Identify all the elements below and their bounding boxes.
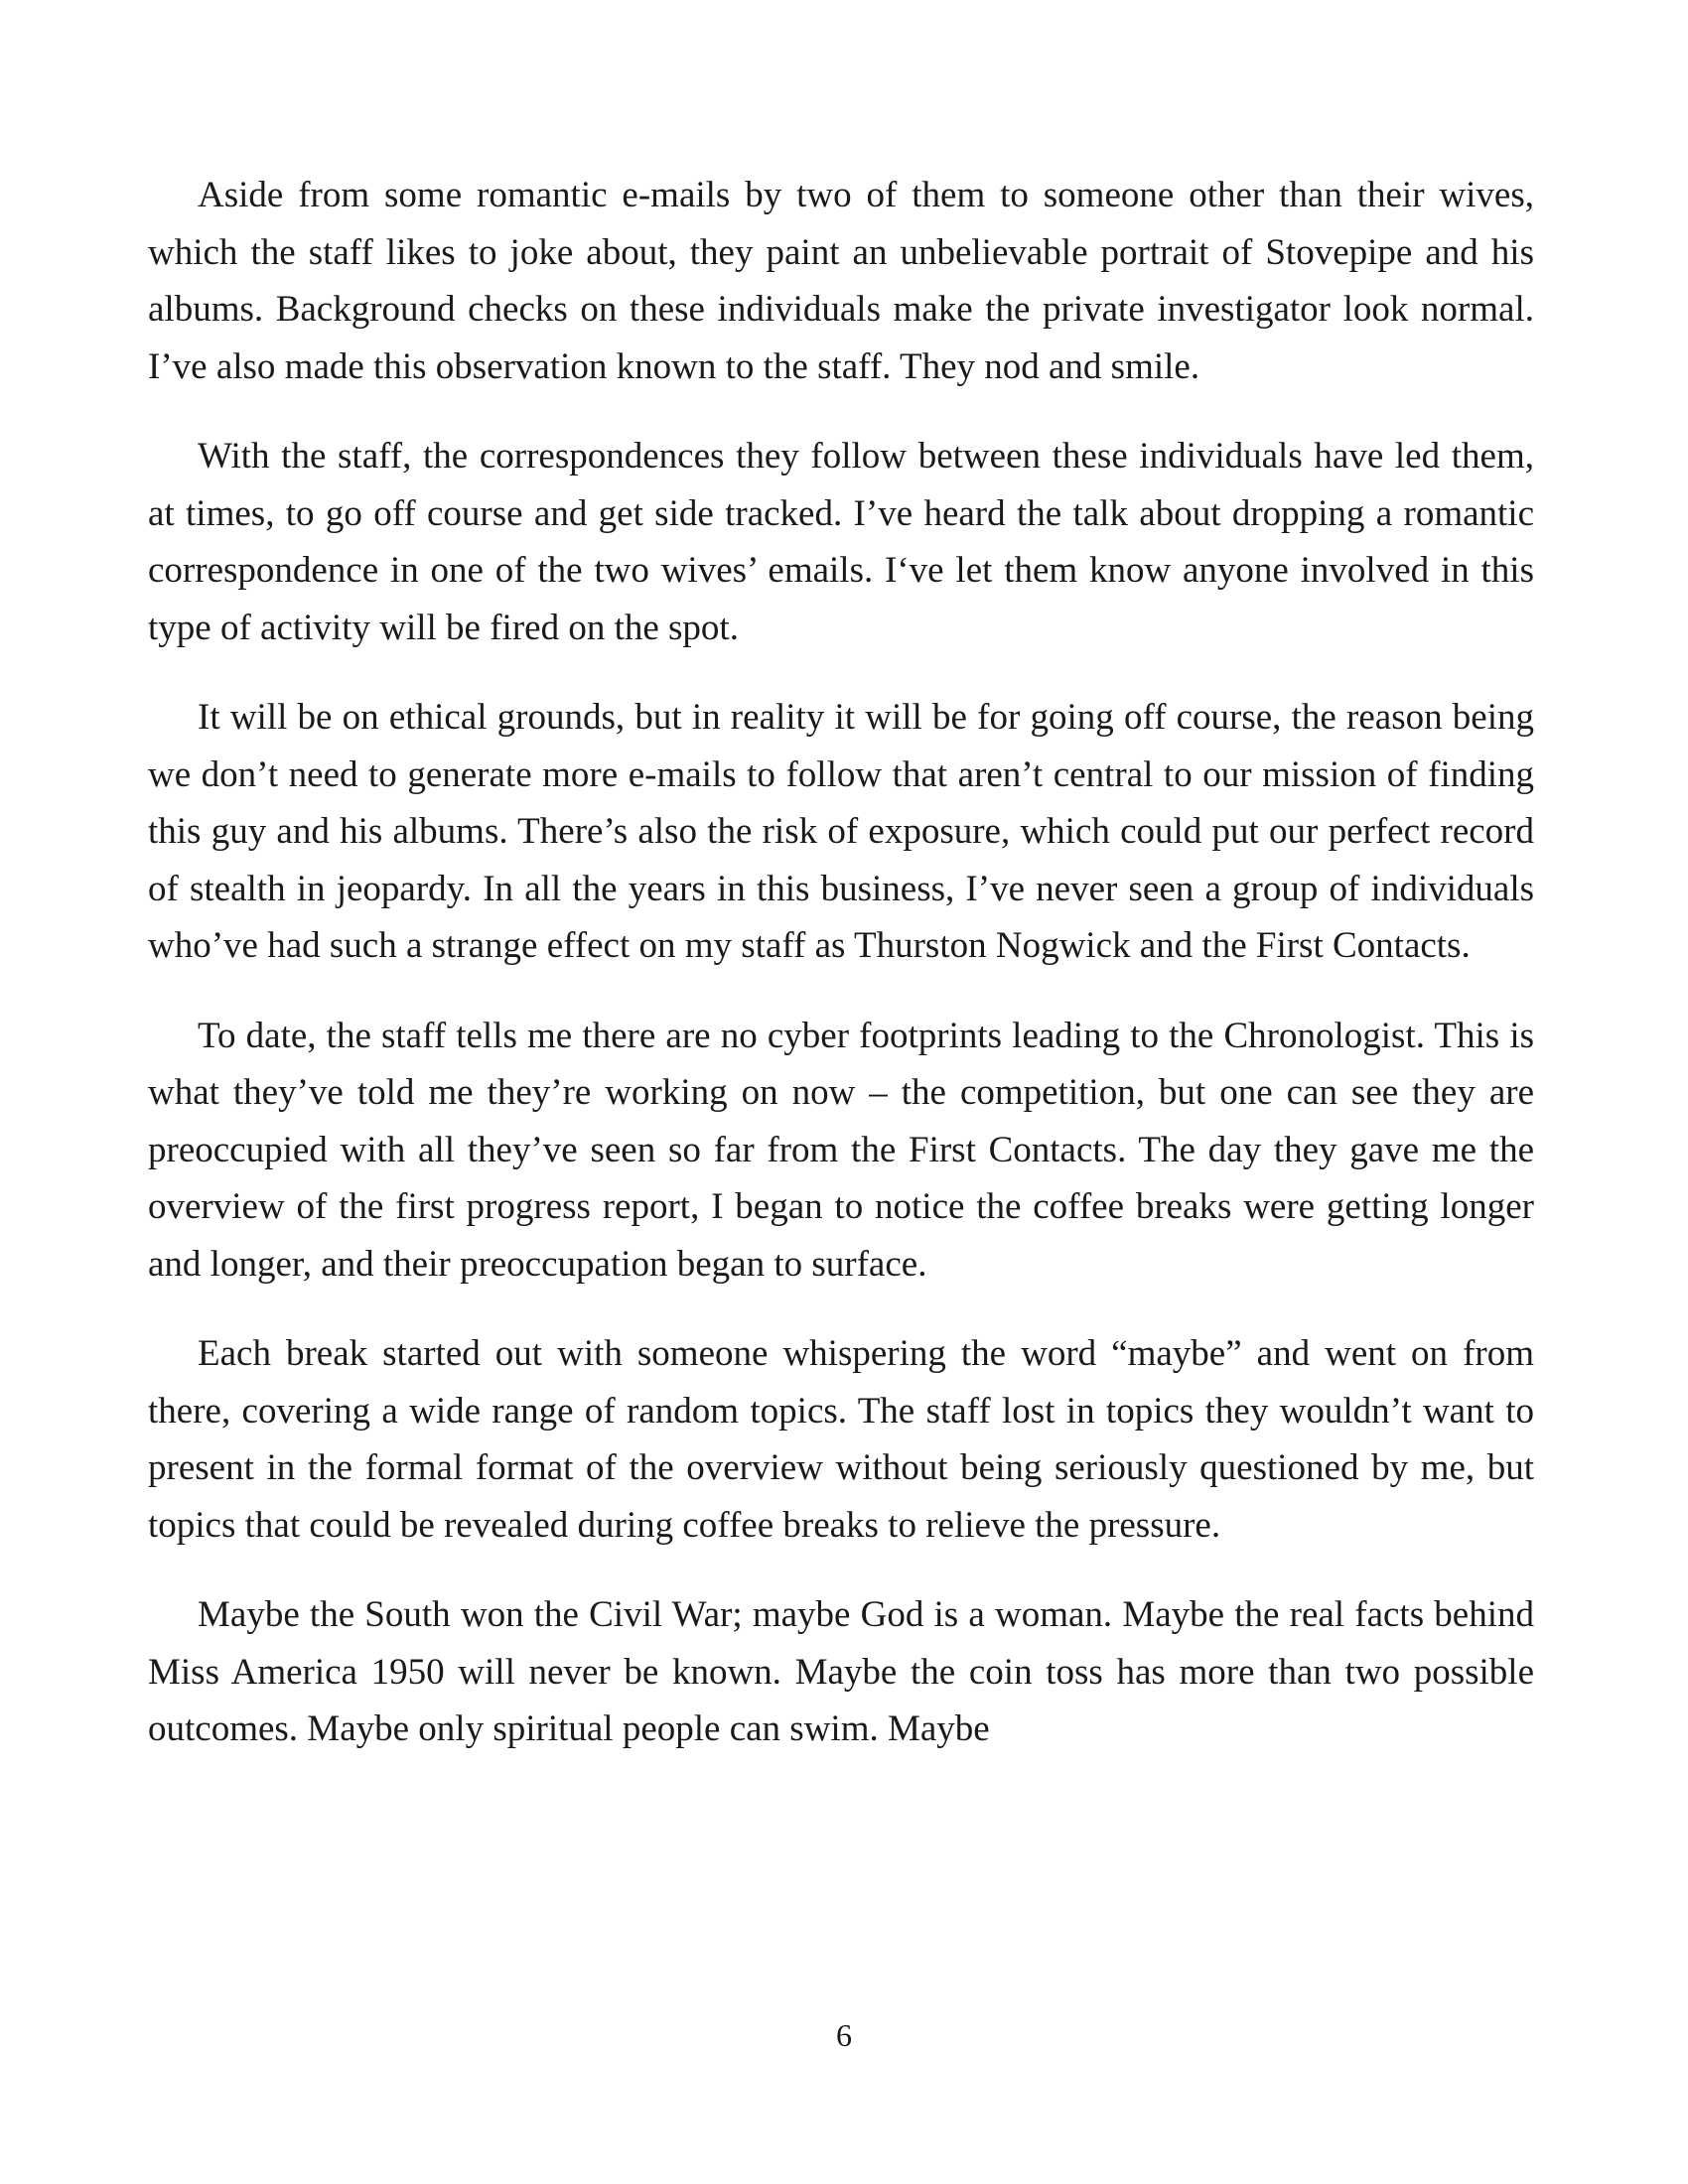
page-number: 6 xyxy=(836,2017,852,2053)
paragraph-3: It will be on ethical grounds, but in reality it will be for going off course, the reason being we don’t need to generate more e-mails to follow that aren’t central to our mission of finding this guy and his albums. There’s also the risk of exposure, which could put our perfect record of stealth in jeopardy. In all the years in this business, I’ve never seen a group of individuals who’ve had such a strange effect on my staff as Thurston Nogwick and the First Contacts. xyxy=(148,697,1534,966)
paragraph-5: Each break started out with someone whispering the word “maybe” and went on from there, covering a wide range of random topics. The staff lost in topics they wouldn’t want to present in the formal format of the overview without being seriously questioned by me, but topics that could be revealed during coffee breaks to relieve the pressure. xyxy=(148,1333,1534,1546)
paragraph-2: With the staff, the correspondences they follow between these individuals have led them, at times, to go off course and get side tracked. I’ve heard the talk about dropping a romantic correspondence in one of the two wives’ emails. I‘ve let them know anyone involved in this type of activity will be fired on the spot. xyxy=(148,436,1534,648)
body-text xyxy=(148,167,1534,1758)
paragraph-1: Aside from some romantic e-mails by two of them to someone other than their wives, which the staff likes to joke about, they paint an unbelievable portrait of Stovepipe and his albums. Background checks on these individuals make the private investigator look normal. I’ve also made this observation known to the staff. They nod and smile. xyxy=(148,175,1534,387)
paragraph-6: Maybe the South won the Civil War; maybe God is a woman. Maybe the real facts behind Miss America 1950 will never be known. Maybe the coin toss has more than two possible outcomes. Maybe only spiritual people can swim. Maybe xyxy=(148,1594,1534,1749)
paragraph-4: To date, the staff tells me there are no cyber footprints leading to the Chronologist. This is what they’ve told me they’re working on now – the competition, but one can see they are preoccupied with all they’ve seen so far from the First Contacts. The day they gave me the overview of the first progress report, I began to notice the coffee breaks were getting longer and longer, and their preoccupation began to surface. xyxy=(148,1015,1534,1285)
